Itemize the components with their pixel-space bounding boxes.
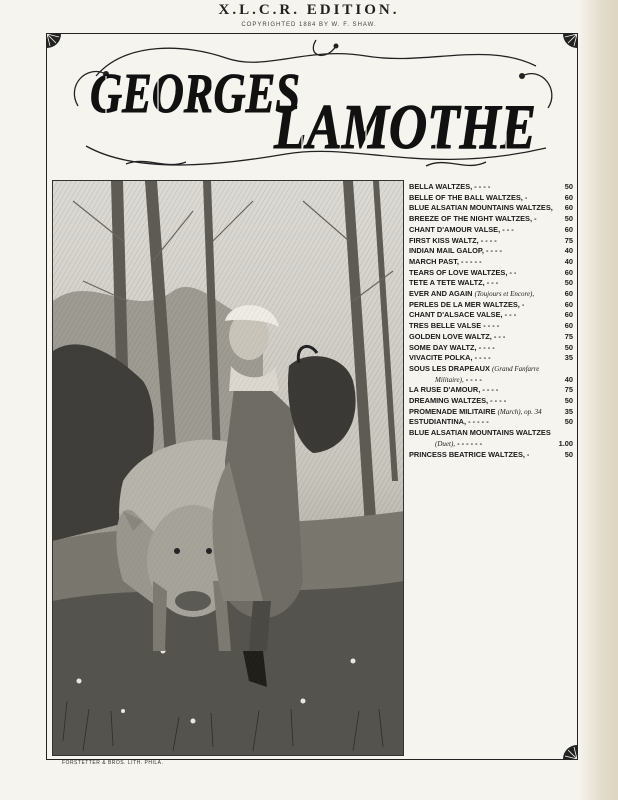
catalog-item-subtitle: (Duet), bbox=[435, 439, 456, 448]
catalog-item-price: 75 bbox=[564, 385, 573, 395]
catalog-item-leader: - bbox=[534, 214, 537, 224]
catalog-item-name: BLUE ALSATIAN MOUNTAINS WALTZES bbox=[409, 428, 551, 438]
catalog-item-name: BELLE OF THE BALL WALTZES, bbox=[409, 192, 523, 202]
catalog-item-title bbox=[409, 353, 491, 364]
catalog-item-leader: - - - - bbox=[490, 396, 507, 406]
catalog-item-price: 60 bbox=[564, 267, 573, 277]
catalog-item-name: BELLA WALTZES, bbox=[409, 182, 473, 191]
catalog-item-name: FIRST KISS WALTZ, bbox=[409, 235, 479, 245]
catalog-item-title bbox=[409, 203, 553, 214]
catalog-item-title bbox=[409, 214, 537, 225]
catalog-item-name: TETE A TETE WALTZ, bbox=[409, 278, 485, 288]
catalog-item-price: 35 bbox=[564, 406, 573, 416]
catalog-item bbox=[409, 278, 573, 289]
catalog-item-leader: - bbox=[527, 449, 530, 459]
catalog-item-name: SOME DAY WALTZ, bbox=[409, 342, 477, 352]
catalog-item-price: 50 bbox=[564, 342, 573, 352]
catalog-item-price: 50 bbox=[564, 182, 573, 191]
catalog-item-title bbox=[409, 246, 502, 257]
catalog-item-subtitle: (Grand Fanfarre bbox=[491, 364, 540, 373]
catalog-item bbox=[409, 268, 573, 279]
edition-heading: X.L.C.R. EDITION. bbox=[218, 2, 400, 18]
catalog-item-price: 35 bbox=[564, 353, 573, 363]
catalog-item bbox=[409, 321, 573, 332]
catalog-item-price: 60 bbox=[564, 192, 573, 202]
catalog-item-name: PERLES DE LA MER WALTZES, bbox=[409, 299, 520, 309]
catalog-item-leader: - - - - bbox=[480, 235, 497, 245]
catalog-item-title bbox=[409, 225, 514, 236]
catalog-item-title bbox=[409, 417, 489, 428]
catalog-item bbox=[409, 236, 573, 247]
catalog-item-name: ESTUDIANTINA, bbox=[409, 417, 467, 427]
catalog-item-leader: - - - - bbox=[482, 385, 499, 395]
catalog-list bbox=[409, 182, 573, 460]
catalog-item bbox=[409, 182, 573, 193]
catalog-item bbox=[409, 203, 573, 214]
catalog-item-title bbox=[409, 332, 505, 343]
catalog-item-price: 40 bbox=[564, 374, 573, 384]
catalog-item bbox=[409, 396, 573, 407]
catalog-item bbox=[409, 407, 573, 418]
catalog-item-title bbox=[409, 300, 524, 311]
catalog-item-leader: - bbox=[521, 299, 525, 309]
catalog-item-price: 60 bbox=[564, 321, 573, 331]
catalog-item bbox=[409, 214, 573, 225]
catalog-item bbox=[409, 450, 573, 461]
catalog-item bbox=[409, 364, 573, 375]
catalog-item-title bbox=[409, 289, 534, 300]
catalog-item-title bbox=[409, 182, 490, 193]
catalog-item-title bbox=[409, 396, 506, 407]
catalog-item-title bbox=[409, 343, 495, 354]
catalog-item-price: 60 bbox=[564, 310, 573, 320]
catalog-item-title bbox=[435, 439, 482, 450]
catalog-item-leader: - - - - - bbox=[461, 256, 482, 266]
catalog-item-name: LA RUSE D'AMOUR, bbox=[409, 385, 481, 395]
catalog-item-price: 50 bbox=[564, 396, 573, 406]
paper-edge-shadow bbox=[578, 0, 618, 800]
catalog-item-name: SOUS LES DRAPEAUX bbox=[409, 363, 490, 373]
composer-last-name: LAMOTHE bbox=[273, 91, 536, 162]
corner-fan-ornament-bottom-right bbox=[563, 745, 577, 759]
catalog-item-name: CHANT D'AMOUR VALSE, bbox=[409, 224, 501, 234]
catalog-item-title bbox=[409, 385, 498, 396]
catalog-item-title bbox=[409, 450, 529, 461]
catalog-item-leader: - bbox=[524, 192, 528, 202]
catalog-item-price: 60 bbox=[564, 289, 573, 299]
catalog-item bbox=[409, 246, 573, 257]
catalog-item-name: PRINCESS BEATRICE WALTZES, bbox=[409, 449, 525, 459]
catalog-item bbox=[409, 353, 573, 364]
catalog-item-price: 50 bbox=[564, 449, 573, 459]
catalog-item-price: 60 bbox=[564, 224, 573, 234]
catalog-item bbox=[409, 193, 573, 204]
catalog-item-price: 50 bbox=[564, 278, 573, 288]
catalog-item bbox=[409, 439, 573, 450]
catalog-item bbox=[409, 310, 573, 321]
catalog-item bbox=[409, 428, 573, 439]
catalog-item-leader: - - - - bbox=[474, 182, 491, 191]
catalog-item-price: 40 bbox=[564, 256, 573, 266]
copyright-line: COPYRIGHTED 1884 BY W. F. SHAW. bbox=[241, 22, 377, 28]
catalog-item-leader: - - - - bbox=[474, 353, 491, 363]
catalog-item-title bbox=[409, 407, 542, 418]
catalog-item-leader: - - - bbox=[486, 278, 499, 288]
catalog-item-leader: - - - bbox=[504, 310, 517, 320]
catalog-item-name: TRES BELLE VALSE bbox=[409, 321, 482, 331]
catalog-item-name: TEARS OF LOVE WALTZES, bbox=[409, 267, 508, 277]
catalog-item bbox=[409, 225, 573, 236]
catalog-item-leader: - - - - bbox=[483, 321, 500, 331]
catalog-item-title bbox=[409, 236, 497, 247]
catalog-item-price: 1.00 bbox=[558, 438, 573, 448]
catalog-item-title bbox=[409, 193, 527, 204]
catalog-item bbox=[409, 375, 573, 386]
catalog-item-price: 40 bbox=[564, 246, 573, 256]
lithographer-credit: FORSTETTER & BROS. LITH. PHILA. bbox=[62, 760, 164, 766]
catalog-item-subtitle: (March), op. 34 bbox=[497, 407, 542, 416]
catalog-item-name: MARCH PAST, bbox=[409, 256, 459, 266]
catalog-item bbox=[409, 385, 573, 396]
catalog-item-leader: - - - - - - bbox=[457, 438, 483, 448]
catalog-item-leader: - - - bbox=[502, 224, 514, 234]
catalog-item-title bbox=[409, 310, 516, 321]
catalog-item-title bbox=[409, 257, 482, 268]
catalog-item-name: PROMENADE MILITAIRE bbox=[409, 406, 496, 416]
catalog-item-name: GOLDEN LOVE WALTZ, bbox=[409, 331, 492, 341]
catalog-item-name: BLUE ALSATIAN MOUNTAINS WALTZES, bbox=[409, 203, 553, 213]
catalog-item bbox=[409, 343, 573, 354]
catalog-item-subtitle: (Toujours et Encore), bbox=[474, 290, 535, 299]
catalog-item-price: 75 bbox=[564, 331, 573, 341]
catalog-item-title bbox=[435, 375, 482, 386]
composer-first-name: GEORGES bbox=[90, 63, 300, 125]
corner-fan-ornament-top-right bbox=[563, 34, 577, 48]
catalog-item-leader: - - - - - bbox=[468, 417, 489, 427]
corner-fan-ornament-top-left bbox=[47, 34, 61, 48]
catalog-item-price: 75 bbox=[564, 235, 573, 245]
catalog-item-leader: - - - - bbox=[465, 374, 482, 384]
catalog-item-leader: - - - - bbox=[485, 246, 502, 256]
composer-title-ornament bbox=[66, 36, 560, 178]
catalog-item-price: 60 bbox=[564, 203, 573, 213]
catalog-item-name: CHANT D'ALSACE VALSE, bbox=[409, 310, 503, 320]
catalog-item-name: INDIAN MAIL GALOP, bbox=[409, 246, 484, 256]
catalog-item-name: VIVACITE POLKA, bbox=[409, 353, 473, 363]
catalog-item-leader: - - - - bbox=[478, 342, 495, 352]
catalog-item bbox=[409, 300, 573, 311]
catalog-item-leader: - - - bbox=[493, 331, 506, 341]
catalog-item bbox=[409, 417, 573, 428]
catalog-item-title bbox=[409, 278, 498, 289]
catalog-item-title bbox=[409, 268, 516, 279]
catalog-item bbox=[409, 332, 573, 343]
cover-illustration bbox=[52, 180, 404, 756]
catalog-item-price: 60 bbox=[564, 299, 573, 309]
catalog-item bbox=[409, 257, 573, 268]
catalog-item-title bbox=[409, 428, 551, 439]
catalog-item-price: 50 bbox=[564, 214, 573, 224]
catalog-item-name: BREEZE OF THE NIGHT WALTZES, bbox=[409, 214, 533, 224]
catalog-item-subtitle: Militaire), bbox=[435, 375, 464, 384]
catalog-item-leader: - - bbox=[509, 267, 517, 277]
catalog-item-title bbox=[409, 364, 539, 375]
catalog-item-name: DREAMING WALTZES, bbox=[409, 396, 489, 406]
catalog-item-name: EVER AND AGAIN bbox=[409, 289, 473, 299]
catalog-item-price: 50 bbox=[564, 417, 573, 427]
catalog-item-title bbox=[409, 321, 499, 332]
catalog-item bbox=[409, 289, 573, 300]
